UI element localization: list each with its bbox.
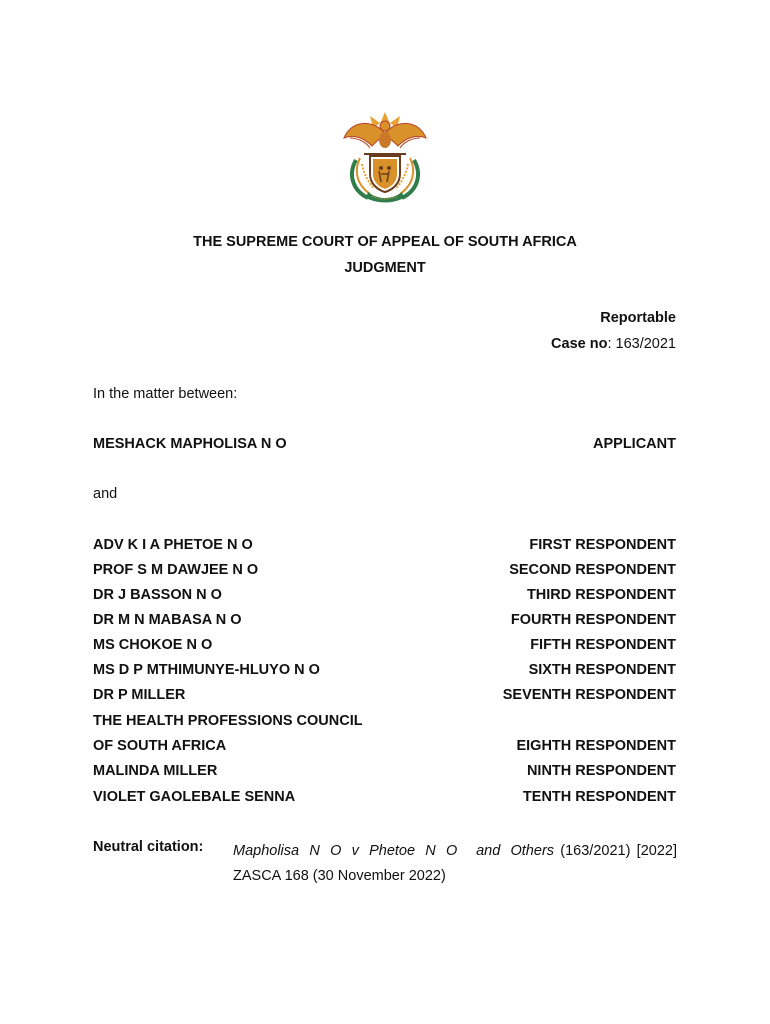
respondent-row xyxy=(93,537,676,557)
matter-intro: In the matter between: xyxy=(93,386,238,402)
respondent-name: OF SOUTH AFRICA xyxy=(93,738,227,754)
document-type: JUDGMENT xyxy=(344,260,426,276)
reportable-label: Reportable xyxy=(600,310,676,326)
respondent-name: DR P MILLER xyxy=(93,687,186,703)
respondent-name: PROF S M DAWJEE N O xyxy=(93,562,259,578)
respondent-role: EIGHTH RESPONDENT xyxy=(516,738,676,754)
neutral-citation-label: Neutral citation: xyxy=(93,839,204,855)
respondent-role: FIFTH RESPONDENT xyxy=(530,637,676,653)
respondent-name: MALINDA MILLER xyxy=(93,763,218,779)
respondent-role: TENTH RESPONDENT xyxy=(522,789,676,805)
and-separator: and xyxy=(93,486,118,502)
coat-of-arms-icon xyxy=(340,108,430,204)
respondent-name: ADV K I A PHETOE N O xyxy=(93,537,253,553)
respondent-row xyxy=(93,662,676,682)
respondent-name: VIOLET GAOLEBALE SENNA xyxy=(93,789,296,805)
respondent-role: NINTH RESPONDENT xyxy=(526,763,676,779)
applicant-role: APPLICANT xyxy=(593,436,676,452)
respondent-role: SECOND RESPONDENT xyxy=(509,562,676,578)
respondent-name: MS D P MTHIMUNYE-HLUYO N O xyxy=(93,662,320,678)
applicant-row xyxy=(93,436,676,456)
respondent-row xyxy=(93,763,676,783)
citation-reference: (163/2021) [2022] ZASCA 168 (30 November 2022) xyxy=(233,843,677,884)
applicant-name: MESHACK MAPHOLISA N O xyxy=(93,436,287,452)
citation-and-others: and Others xyxy=(476,843,555,859)
citation-case-name: Mapholisa N O v Phetoe N O xyxy=(233,843,458,859)
respondent-role: SIXTH RESPONDENT xyxy=(528,662,676,678)
case-number-label: Case no xyxy=(551,336,608,352)
respondent-row xyxy=(93,789,676,809)
respondent-row xyxy=(93,713,676,733)
respondent-row xyxy=(93,587,676,607)
respondent-role: FOURTH RESPONDENT xyxy=(510,612,676,628)
case-number xyxy=(551,336,676,352)
respondent-row xyxy=(93,637,676,657)
respondent-role: THIRD RESPONDENT xyxy=(526,587,676,603)
neutral-citation-text xyxy=(233,839,677,889)
respondent-role: SEVENTH RESPONDENT xyxy=(502,687,676,703)
respondent-row xyxy=(93,612,676,632)
respondent-name: THE HEALTH PROFESSIONS COUNCIL xyxy=(93,713,363,729)
court-title: THE SUPREME COURT OF APPEAL OF SOUTH AFRICA xyxy=(193,234,577,250)
respondent-name: DR M N MABASA N O xyxy=(93,612,242,628)
case-number-value: : 163/2021 xyxy=(607,336,676,352)
respondent-row xyxy=(93,738,676,758)
respondent-role: FIRST RESPONDENT xyxy=(529,537,676,553)
respondent-name: MS CHOKOE N O xyxy=(93,637,213,653)
respondent-row xyxy=(93,687,676,707)
respondent-row xyxy=(93,562,676,582)
respondent-name: DR J BASSON N O xyxy=(93,587,222,603)
